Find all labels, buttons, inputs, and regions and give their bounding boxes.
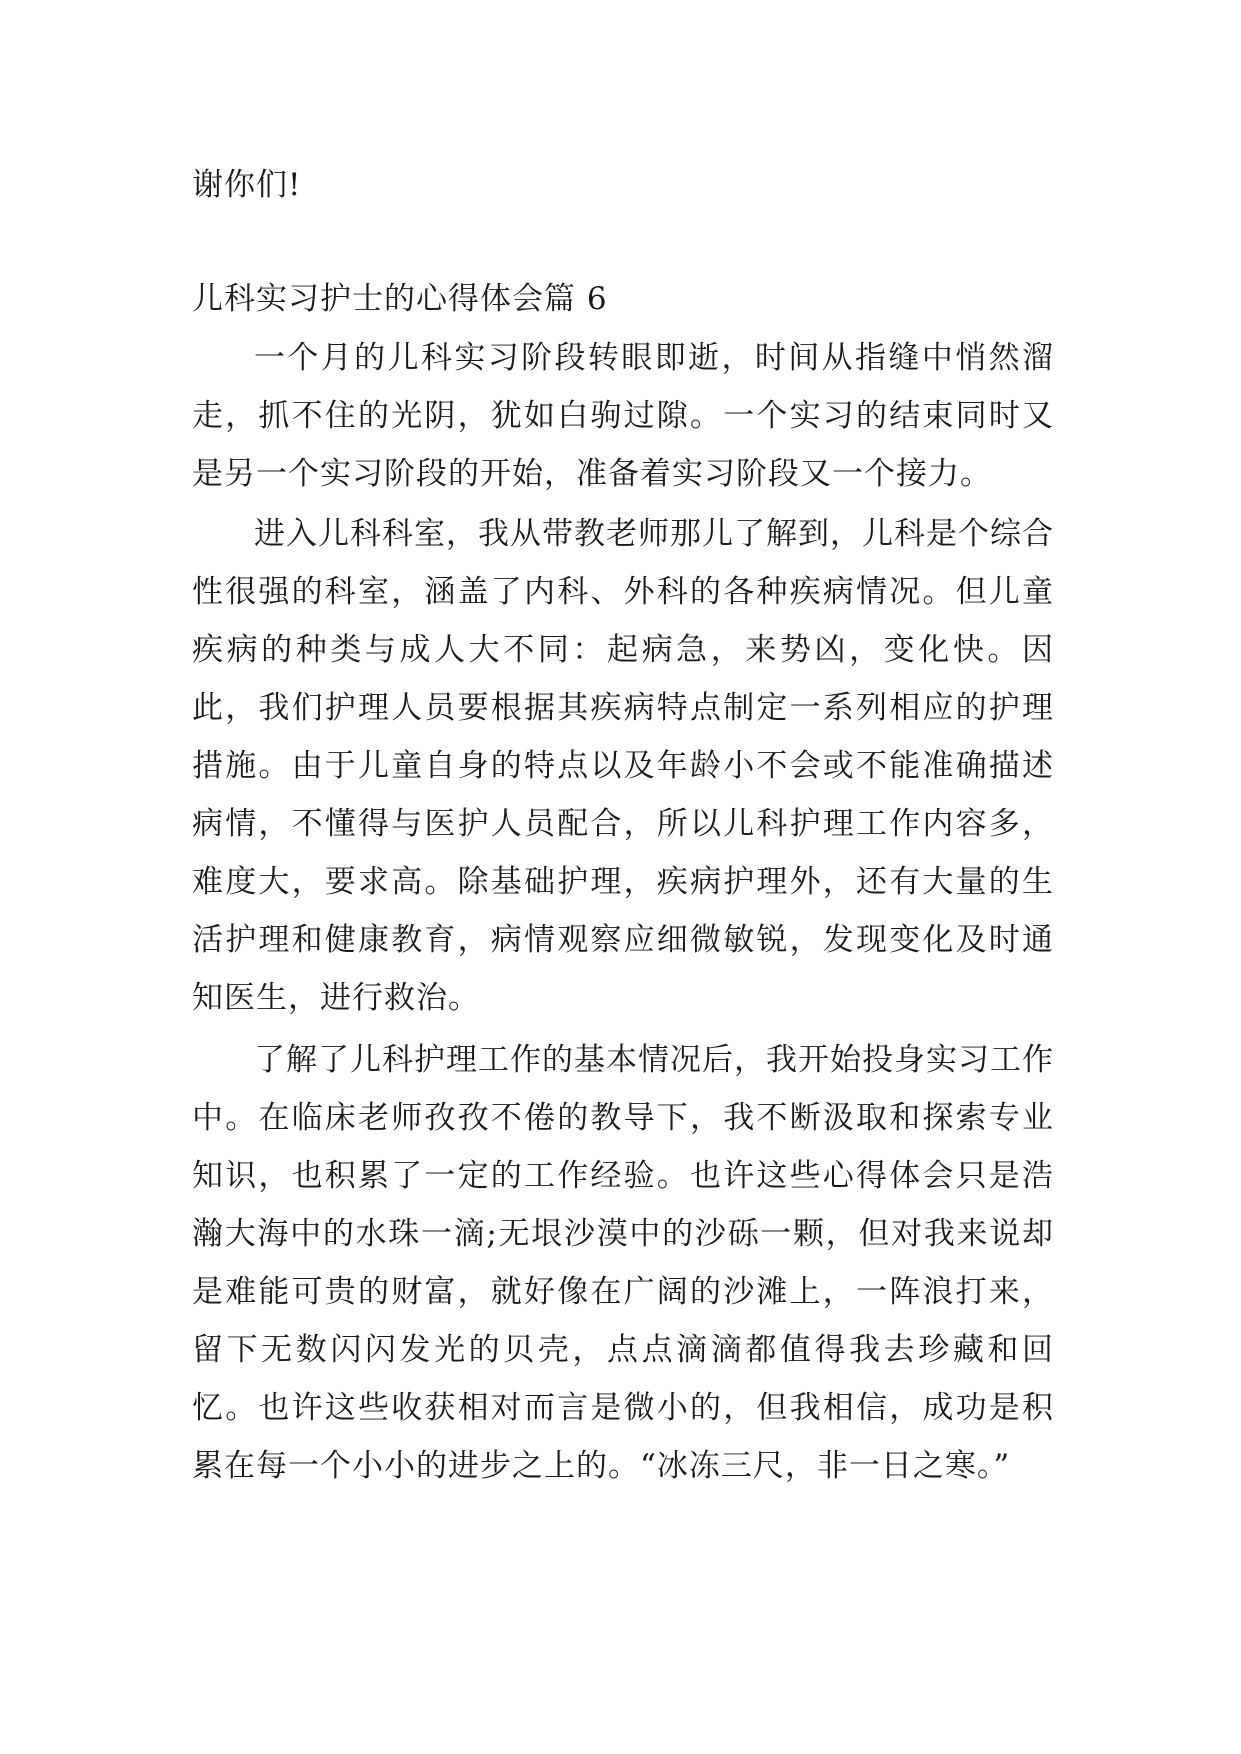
paragraph-2: 进入儿科科室，我从带教老师那儿了解到，儿科是个综合性很强的科室，涵盖了内科、外科的各种疾病情况。但儿童疾病的种类与成人大不同：起病急，来势凶，变化快。因此，我们护理人员要根据其疾病特点制定一系列相应的护理措施。由于儿童自身的特点以及年龄小不会或不能准确描述病情，不懂得与医护人员配合，所以儿科护理工作内容多，难度大，要求高。除基础护理，疾病护理外，还有大量的生活护理和健康教育，病情观察应细微敏锐，发现变化及时通知医生，进行救治。: [192, 516, 1054, 1016]
closing-line: 谢你们!: [192, 167, 302, 203]
paragraph-3: 了解了儿科护理工作的基本情况后，我开始投身实习工作中。在临床老师孜孜不倦的教导下，我不断汲取和探索专业知识，也积累了一定的工作经验。也许这些心得体会只是浩瀚大海中的水珠一滴;无垠沙漠中的沙砾一颗，但对我来说却是难能可贵的财富，就好像在广阔的沙滩上，一阵浪打来，留下无数闪闪发光的贝壳，点点滴滴都值得我去珍藏和回忆。也许这些收获相对而言是微小的，但我相信，成功是积累在每一个小小的进步之上的。“冰冻三尺，非一日之寒。”: [192, 1042, 1054, 1484]
section-title: 儿科实习护士的心得体会篇 6: [192, 281, 608, 317]
paragraph-1: 一个月的儿科实习阶段转眼即逝，时间从指缝中悄然溜走，抓不住的光阴，犹如白驹过隙。一个实习的结束同时又是另一个实习阶段的开始，准备着实习阶段又一个接力。: [192, 340, 1054, 492]
